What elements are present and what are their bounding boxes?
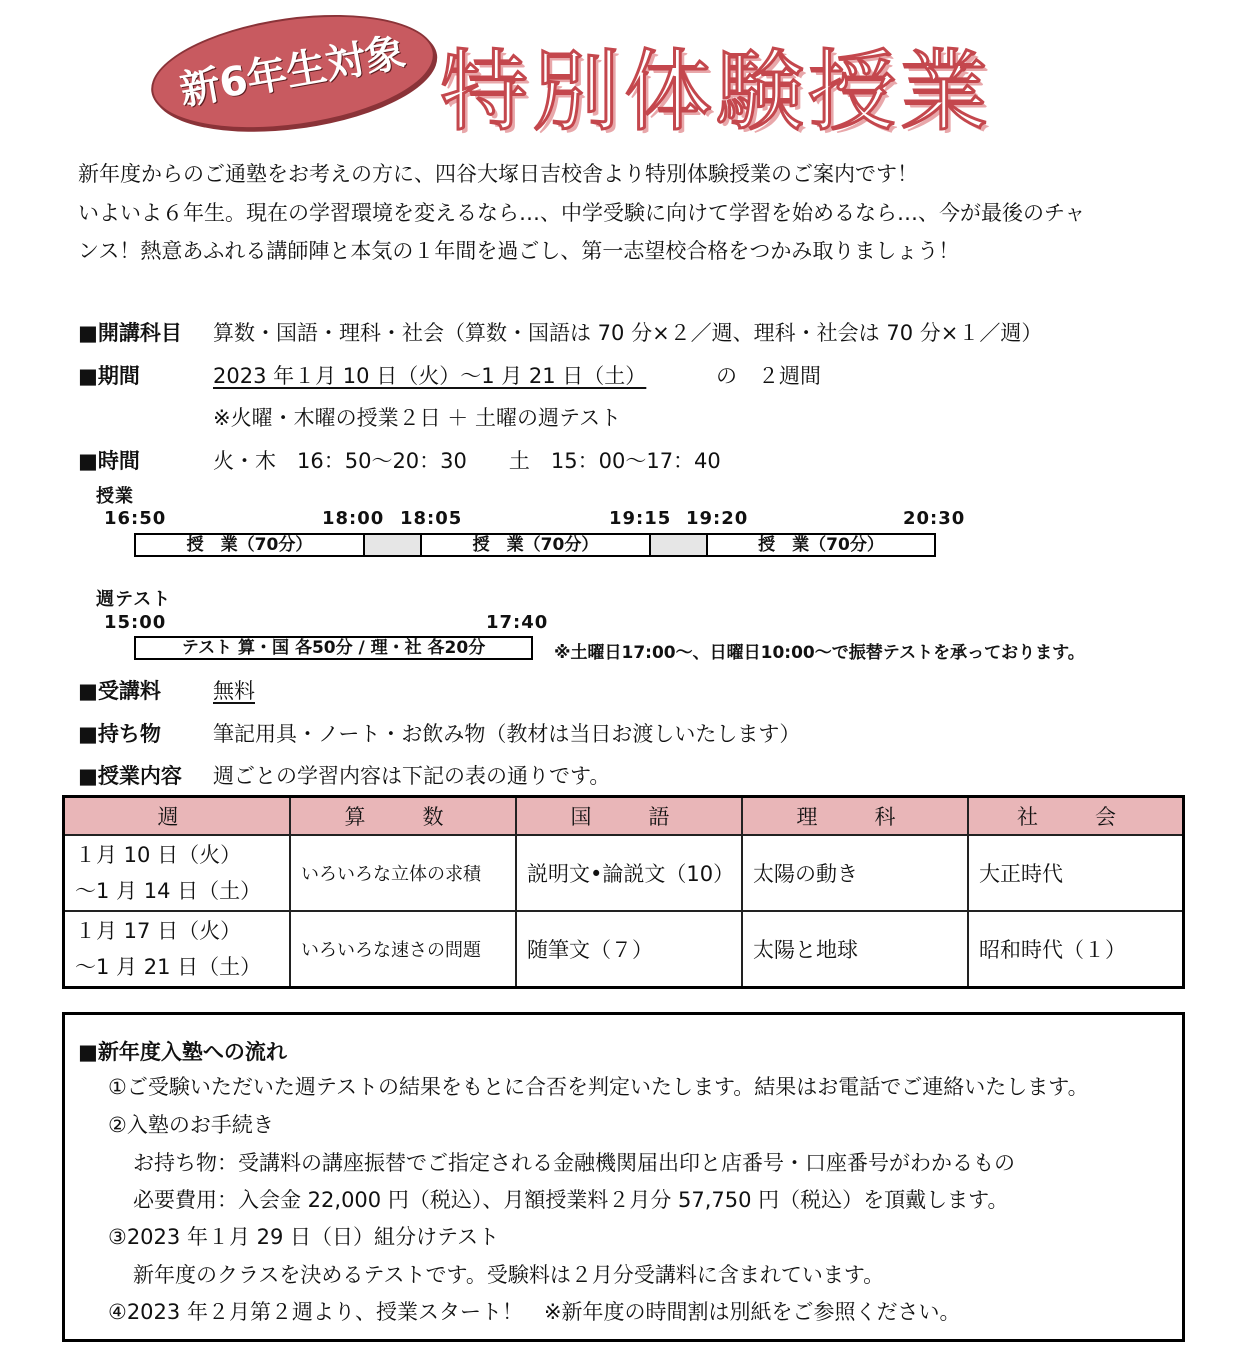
lesson-time-label: 16:50 [104,508,167,529]
time-value: 火・木 16：50～20：30 土 15：00～17：40 [213,449,721,473]
fee-value: 無料 [213,679,255,703]
table-row [64,835,1184,911]
period-label: ■期間 [78,364,140,388]
period-note: ※火曜・木曜の授業２日 ＋ 土曜の週テスト [213,406,622,430]
table-header-row [64,797,1184,836]
table-header: 週 [64,797,291,836]
intro-line-2: いよいよ６年生。現在の学習環境を変えるなら…、中学受験に向けて学習を始めるなら…、今が最後のチャ [78,201,1086,225]
break-segment [365,535,422,555]
table-header: 国 語 [516,797,742,836]
japanese-cell: 説明文•論説文（10） [516,835,742,911]
social-cell: 昭和時代（１） [968,911,1184,988]
lesson-segment: 授 業（70分） [422,535,651,555]
subjects-label: ■開講科目 [78,321,182,345]
intro-line-1: 新年度からのご通塾をお考えの方に、四谷大塚日吉校舎より特別体験授業のご案内です！ [78,162,918,186]
lesson-segment: 授 業（70分） [758,535,884,555]
lesson-timeline-bar [134,533,936,557]
lesson-time-label: 19:15 [609,508,672,529]
test-timeline-bar [134,636,533,660]
time-label: ■時間 [78,449,140,473]
week-cell [64,911,291,988]
period-suffix: の ２週間 [716,364,821,388]
lesson-time-label: 19:20 [686,508,749,529]
table-header: 社 会 [968,797,1184,836]
social-cell: 大正時代 [968,835,1184,911]
badge-text: 新6年生対象 [176,29,409,115]
science-cell: 太陽と地球 [742,911,968,988]
test-time-label: 15:00 [104,612,167,633]
table-header: 理 科 [742,797,968,836]
week-start: １月 17 日（火） [75,919,242,943]
test-timeline-heading: 週テスト [96,589,172,610]
math-cell: いろいろな速さの問題 [290,911,516,988]
break-segment [651,535,708,555]
content-value: 週ごとの学習内容は下記の表の通りです。 [213,764,611,788]
science-cell: 太陽の動き [742,835,968,911]
flow-step-3: ③2023 年１月 29 日（日）組分けテスト [108,1225,500,1249]
lesson-timeline-heading: 授業 [96,486,134,507]
week-cell [64,835,291,911]
week-end: ～1 月 21 日（土） [75,955,262,979]
test-segment: テスト 算・国 各50分 / 理・社 各20分 [181,638,486,658]
flow-step-4: ④2023 年２月第２週より、授業スタート！ ※新年度の時間割は別紙をご参照ください。 [108,1300,961,1324]
items-value: 筆記用具・ノート・お飲み物（教材は当日お渡しいたします） [213,722,801,746]
table-header: 算 数 [290,797,516,836]
fee-label: ■受講料 [78,679,161,703]
lesson-time-label: 18:05 [400,508,463,529]
flow-step-2a: お持ち物：受講料の講座振替でご指定される金融機関届出印と店番号・口座番号がわかるもの [133,1151,1015,1175]
week-end: ～1 月 14 日（土） [75,879,262,903]
intro-line-3: ンス！熱意あふれる講師陣と本気の１年間を過ごし、第一志望校合格をつかみ取りましょう！ [78,239,960,263]
lesson-time-label: 20:30 [903,508,966,529]
test-time-label: 17:40 [486,612,549,633]
test-note: ※土曜日17:00～、日曜日10:00～で振替テストを承っております。 [554,643,1085,663]
lesson-segment: 授 業（70分） [136,535,365,555]
japanese-cell: 随筆文（７） [516,911,742,988]
content-label: ■授業内容 [78,764,182,788]
subjects-value: 算数・国語・理科・社会（算数・国語は 70 分×２／週、理科・社会は 70 分×１／週） [213,321,1043,345]
week-start: １月 10 日（火） [75,843,242,867]
flow-step-2: ②入塾のお手続き [108,1113,274,1137]
items-label: ■持ち物 [78,722,161,746]
flow-step-1: ①ご受験いただいた週テストの結果をもとに合否を判定いたします。結果はお電話でご連絡いたします。 [108,1075,1089,1099]
table-row [64,911,1184,988]
flow-step-2b: 必要費用：入会金 22,000 円（税込）、月額授業料２月分 57,750 円（税込）を頂戴します。 [133,1188,1009,1212]
lesson-time-label: 18:00 [322,508,385,529]
flow-step-3a: 新年度のクラスを決めるテストです。受験料は２月分受講料に含まれています。 [133,1263,885,1287]
period-value: 2023 年１月 10 日（火）～1 月 21 日（土） [213,364,647,388]
schedule-table [62,795,1185,989]
math-cell: いろいろな立体の求積 [290,835,516,911]
flow-heading: ■新年度入塾への流れ [78,1040,287,1064]
page-title: 特別体験授業 [440,40,993,143]
